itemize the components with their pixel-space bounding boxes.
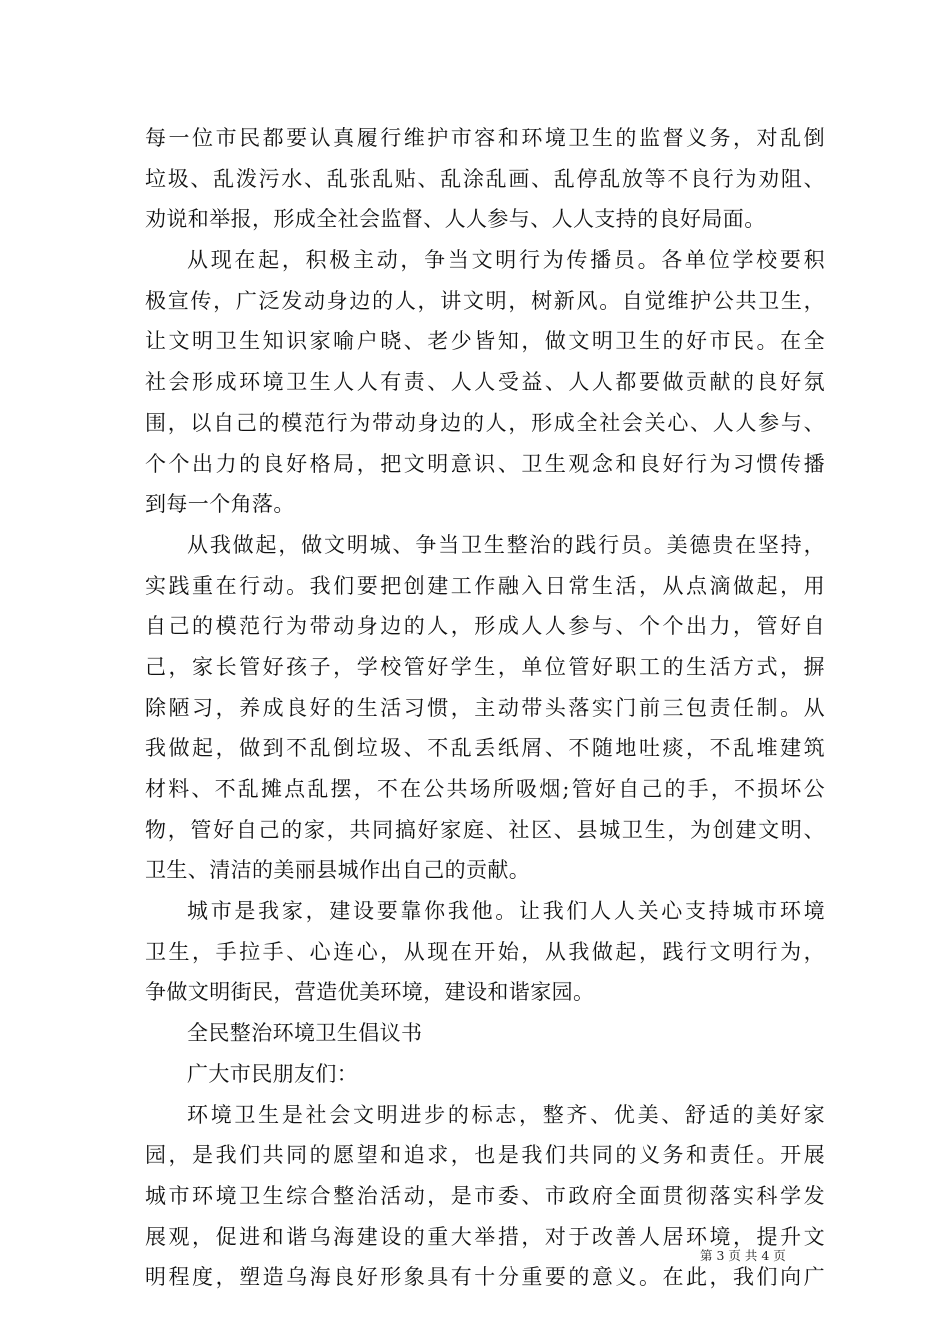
text-line: 材料、不乱摊点乱摆，不在公共场所吸烟;管好自己的手，不损坏公 xyxy=(145,777,825,801)
text-line: 卫生、清洁的美丽县城作出自己的贡献。 xyxy=(145,858,531,883)
salutation: 广大市民朋友们： xyxy=(187,1061,359,1086)
text-line: 极宣传，广泛发动身边的人，讲文明，树新风。自觉维护公共卫生， xyxy=(145,288,825,313)
text-line: 垃圾、乱泼污水、乱张乱贴、乱涂乱画、乱停乱放等不良行为劝阻、 xyxy=(145,166,825,191)
text-line: 除陋习，养成良好的生活习惯，主动带头落实门前三包责任制。从 xyxy=(145,695,825,720)
paragraph-first-line: 城市是我家，建设要靠你我他。让我们人人关心支持城市环境 xyxy=(187,899,825,924)
text-line: 每一位市民都要认真履行维护市容和环境卫生的监督义务，对乱倒 xyxy=(145,126,825,150)
text-line: 到每一个角落。 xyxy=(145,492,295,517)
text-line: 我做起，做到不乱倒垃圾、不乱丢纸屑、不随地吐痰，不乱堆建筑 xyxy=(145,736,825,761)
text-line: 展观，促进和谐乌海建设的重大举措，对于改善人居环境，提升文 xyxy=(145,1224,825,1249)
text-line: 让文明卫生知识家喻户晓、老少皆知，做文明卫生的好市民。在全 xyxy=(145,329,825,354)
section-title: 全民整治环境卫生倡议书 xyxy=(187,1021,423,1046)
page-number: 第 3 页 共 4 页 xyxy=(700,1248,786,1263)
text-line: 园，是我们共同的愿望和追求，也是我们共同的义务和责任。开展 xyxy=(145,1143,825,1168)
text-line: 争做文明街民，营造优美环境，建设和谐家园。 xyxy=(145,980,595,1005)
text-line: 劝说和举报，形成全社会监督、人人参与、人人支持的良好局面。 xyxy=(145,207,766,232)
document-body xyxy=(145,118,825,1298)
text-line: 物，管好自己的家，共同搞好家庭、社区、县城卫生，为创建文明、 xyxy=(145,817,825,842)
text-line: 自己的模范行为带动身边的人，形成人人参与、个个出力，管好自 xyxy=(145,614,825,639)
text-line: 社会形成环境卫生人人有责、人人受益、人人都要做贡献的良好氛 xyxy=(145,370,825,395)
text-line: 卫生，手拉手、心连心，从现在开始，从我做起，践行文明行为， xyxy=(145,939,825,964)
text-line: 己，家长管好孩子，学校管好学生，单位管好职工的生活方式，摒 xyxy=(145,654,825,679)
paragraph-first-line: 从现在起，积极主动，争当文明行为传播员。各单位学校要积 xyxy=(187,248,825,273)
paragraph-first-line: 从我做起，做文明城、争当卫生整治的践行员。美德贵在坚持， xyxy=(187,532,825,557)
text-line: 实践重在行动。我们要把创建工作融入日常生活，从点滴做起，用 xyxy=(145,573,825,598)
text-line: 城市环境卫生综合整治活动，是市委、市政府全面贯彻落实科学发 xyxy=(145,1183,825,1208)
text-line: 围，以自己的模范行为带动身边的人，形成全社会关心、人人参与、 xyxy=(145,410,825,435)
text-line: 个个出力的良好格局，把文明意识、卫生观念和良好行为习惯传播 xyxy=(145,451,825,476)
text-line: 明程度，塑造乌海良好形象具有十分重要的意义。在此，我们向广 xyxy=(145,1265,825,1290)
paragraph-first-line: 环境卫生是社会文明进步的标志，整齐、优美、舒适的美好家 xyxy=(187,1102,825,1127)
